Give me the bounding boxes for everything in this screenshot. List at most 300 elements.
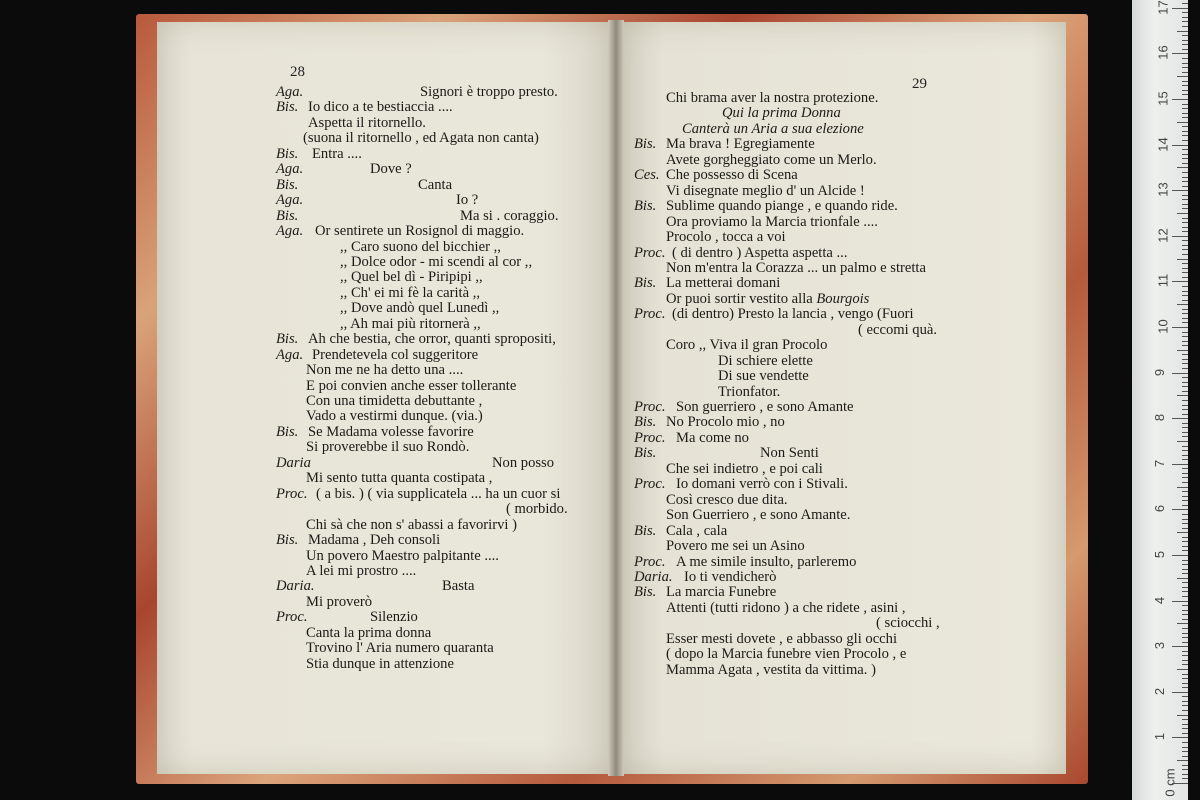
- text-line: [666, 229, 786, 245]
- text-line: [718, 368, 809, 384]
- ruler-tick: [1182, 231, 1188, 232]
- text-line: [684, 569, 776, 585]
- line-text: No Procolo mio , no: [666, 414, 785, 431]
- line-text: A lei mi prostro ....: [306, 562, 417, 579]
- text-line: [672, 245, 847, 261]
- ruler-tick: [1182, 774, 1188, 775]
- line-text: Mi proverò: [306, 593, 373, 610]
- ruler-tick: [1177, 213, 1188, 214]
- text-line: [340, 300, 499, 316]
- text-line: [340, 316, 481, 332]
- speaker-label: Proc.: [634, 399, 666, 415]
- ruler-tick: [1182, 587, 1188, 588]
- line-text: Vado a vestirmi dunque. (via.): [306, 408, 483, 425]
- text-line: [308, 424, 474, 440]
- ruler-tick: [1182, 126, 1188, 127]
- ruler-tick: [1172, 373, 1188, 374]
- line-text: Coro ,, Viva il gran Procolo: [666, 337, 828, 354]
- text-line: [666, 600, 906, 616]
- ruler-tick: [1182, 26, 1188, 27]
- speaker-label: Proc.: [276, 485, 308, 502]
- ruler-tick: [1182, 436, 1188, 437]
- line-text: ( sciocchi ,: [876, 615, 940, 632]
- line-text: Procolo , tocca a voi: [666, 229, 786, 246]
- text-line: [666, 584, 776, 600]
- ruler-tick: [1172, 646, 1188, 647]
- text-line: [442, 578, 474, 594]
- text-line: [666, 275, 780, 291]
- ruler-tick: [1182, 619, 1188, 620]
- text-line: [506, 501, 568, 517]
- ruler-tick: [1182, 674, 1188, 675]
- line-text: Canta: [418, 176, 453, 193]
- speaker-label: Bis.: [634, 414, 657, 431]
- ruler-tick: [1182, 446, 1188, 447]
- line-text: Se Madama volesse favorire: [308, 423, 474, 440]
- line-text: Si proverebbe il suo Rondò.: [306, 439, 470, 456]
- ruler-tick: [1182, 277, 1188, 278]
- text-line: [303, 130, 539, 146]
- text-line: [666, 538, 805, 554]
- ruler-tick: [1182, 208, 1188, 209]
- speaker-label: Bis.: [276, 207, 299, 224]
- ruler-tick: [1182, 21, 1188, 22]
- ruler-tick: [1182, 67, 1188, 68]
- line-text: ,, Quel bel dì - Piripipi ,,: [340, 269, 483, 286]
- speaker-label: Bis.: [276, 423, 299, 440]
- ruler-tick: [1182, 751, 1188, 752]
- ruler-tick: [1182, 427, 1188, 428]
- line-text: (di dentro) Presto la lancia , vengo (Fuori: [672, 306, 914, 323]
- ruler-tick: [1182, 423, 1188, 424]
- line-text: Madama , Deh consoli: [308, 532, 441, 549]
- text-line: [418, 177, 452, 193]
- ruler-tick: [1182, 569, 1188, 570]
- line-text: Non Senti: [760, 445, 819, 462]
- ruler-tick: [1172, 327, 1188, 328]
- line-text: Con una timidetta debuttante ,: [306, 393, 483, 409]
- line-text: Canta la prima donna: [306, 624, 432, 641]
- text-line: [666, 414, 785, 430]
- text-line: [460, 208, 559, 224]
- ruler-tick: [1182, 227, 1188, 228]
- line-text: Ah che bestia, che orror, quanti spropositi,: [308, 331, 556, 348]
- ruler-tick: [1177, 167, 1188, 168]
- text-line: [666, 90, 878, 106]
- ruler-tick: [1182, 683, 1188, 684]
- ruler-tick: [1182, 705, 1188, 706]
- ruler-tick: [1182, 710, 1188, 711]
- ruler-tick: [1182, 591, 1188, 592]
- text-line: [760, 445, 819, 461]
- speaker-label: Proc.: [276, 609, 308, 626]
- speaker-label: Ces.: [634, 167, 660, 184]
- ruler-tick: [1182, 3, 1188, 4]
- text-line: [676, 476, 848, 492]
- text-line: [666, 152, 877, 168]
- line-text: Ora proviamo la Marcia trionfale ....: [666, 213, 878, 230]
- speaker-label: Bis.: [634, 584, 657, 601]
- ruler-tick: [1182, 582, 1188, 583]
- text-line: [666, 523, 727, 539]
- ruler-tick: [1182, 140, 1188, 141]
- text-line: [666, 198, 898, 214]
- ruler-tick: [1182, 40, 1188, 41]
- line-text: Sublime quando piange , e quando ride.: [666, 198, 898, 215]
- ruler-label: 0 cm: [1162, 768, 1178, 797]
- ruler-tick: [1182, 696, 1188, 697]
- text-line: [308, 331, 556, 347]
- line-text: ( a bis. ) ( via supplicatela ... ha un cuor si: [316, 485, 561, 502]
- ruler-tick: [1182, 642, 1188, 643]
- ruler-tick: [1182, 163, 1188, 164]
- text-line: [306, 439, 469, 455]
- line-text: Io ti vendicherò: [684, 568, 777, 585]
- line-text: Dove ?: [370, 161, 412, 178]
- line-text: Così cresco due dita.: [666, 491, 788, 508]
- ruler-tick: [1182, 377, 1188, 378]
- line-text: Avete gorgheggiato come un Merlo.: [666, 151, 877, 168]
- ruler-tick: [1172, 53, 1188, 54]
- text-line: [666, 492, 788, 508]
- text-line: [308, 115, 426, 131]
- line-text: Che possesso di Scena: [666, 167, 798, 184]
- text-line: [306, 470, 492, 486]
- speaker-label: Proc.: [634, 429, 666, 446]
- text-line: [315, 223, 524, 239]
- ruler-tick: [1182, 450, 1188, 451]
- ruler-tick: [1177, 715, 1188, 716]
- ruler-tick: [1182, 560, 1188, 561]
- ruler-tick: [1182, 90, 1188, 91]
- ruler-tick: [1182, 528, 1188, 529]
- ruler-tick: [1182, 222, 1188, 223]
- page-number-right: 29: [912, 76, 927, 92]
- ruler-tick: [1182, 332, 1188, 333]
- ruler-tick: [1182, 149, 1188, 150]
- text-line: [666, 214, 878, 230]
- ruler-tick: [1182, 382, 1188, 383]
- line-text: ,, Dolce odor - mi scendi al cor ,,: [340, 253, 533, 270]
- text-line: [370, 161, 412, 177]
- ruler-tick: [1182, 756, 1188, 757]
- ruler-tick: [1182, 386, 1188, 387]
- ruler-tick: [1182, 113, 1188, 114]
- ruler-tick: [1182, 204, 1188, 205]
- line-text: Stia dunque in attenzione: [306, 655, 454, 672]
- line-tail: Bourgois: [816, 290, 870, 307]
- ruler-tick: [1182, 550, 1188, 551]
- text-line: [420, 84, 558, 100]
- ruler-tick: [1182, 719, 1188, 720]
- line-text: Ma come no: [676, 429, 749, 446]
- line-text: Ma brava ! Egregiamente: [666, 136, 815, 153]
- ruler-tick: [1182, 769, 1188, 770]
- ruler-tick: [1182, 199, 1188, 200]
- text-line: [676, 430, 749, 446]
- ruler-tick: [1182, 514, 1188, 515]
- text-line: [676, 554, 856, 570]
- ruler-tick: [1182, 63, 1188, 64]
- ruler-tick: [1172, 464, 1188, 465]
- line-text: (suona il ritornello , ed Agata non canta): [303, 130, 539, 147]
- line-text: Di sue vendette: [718, 368, 809, 385]
- ruler-label: 17: [1155, 0, 1171, 15]
- ruler-tick: [1177, 31, 1188, 32]
- line-text: ( dopo la Marcia funebre vien Procolo , e: [666, 646, 907, 663]
- ruler-tick: [1182, 117, 1188, 118]
- ruler-tick: [1182, 546, 1188, 547]
- ruler-label: 2: [1152, 687, 1168, 695]
- ruler-tick: [1182, 432, 1188, 433]
- ruler-tick: [1172, 99, 1188, 100]
- ruler-tick: [1182, 409, 1188, 410]
- ruler-tick: [1182, 459, 1188, 460]
- line-text: Canterà un Aria a sua elezione: [682, 120, 864, 137]
- speaker-label: Aga.: [276, 192, 304, 209]
- ruler-tick: [1172, 601, 1188, 602]
- line-text: Non posso: [492, 454, 555, 471]
- ruler-tick: [1182, 322, 1188, 323]
- line-text: Cala , cala: [666, 522, 728, 539]
- text-line: [370, 609, 418, 625]
- ruler-tick: [1182, 359, 1188, 360]
- ruler-tick: [1182, 286, 1188, 287]
- ruler-tick: [1182, 637, 1188, 638]
- ruler-tick: [1177, 669, 1188, 670]
- line-text: ,, Caro suono del bicchier ,,: [340, 238, 501, 255]
- ruler-tick: [1182, 154, 1188, 155]
- ruler-tick: [1182, 733, 1188, 734]
- line-text: ( di dentro ) Aspetta aspetta ...: [672, 244, 848, 261]
- ruler-tick: [1182, 108, 1188, 109]
- text-line: [666, 183, 865, 199]
- ruler-tick: [1182, 414, 1188, 415]
- ruler-tick: [1182, 765, 1188, 766]
- ruler-tick: [1177, 623, 1188, 624]
- line-text: Un povero Maestro palpitante ....: [306, 547, 499, 564]
- ruler-tick: [1182, 272, 1188, 273]
- ruler-tick: [1172, 8, 1188, 9]
- speaker-label: Bis.: [276, 176, 299, 193]
- speaker-label: Aga.: [276, 84, 304, 100]
- ruler-tick: [1182, 254, 1188, 255]
- line-text: Chi sà che non s' abassi a favorirvi ): [306, 516, 517, 533]
- ruler-tick: [1182, 473, 1188, 474]
- page-number-left: 28: [290, 64, 305, 80]
- ruler-tick: [1177, 350, 1188, 351]
- ruler-tick: [1182, 728, 1188, 729]
- ruler-tick: [1182, 44, 1188, 45]
- line-text: Che sei indietro , e poi cali: [666, 460, 823, 477]
- ruler-tick: [1182, 218, 1188, 219]
- ruler-tick: [1182, 455, 1188, 456]
- text-line: [306, 563, 416, 579]
- ruler-tick: [1182, 519, 1188, 520]
- text-line: [492, 455, 554, 471]
- ruler-tick: [1182, 341, 1188, 342]
- text-line: [666, 260, 926, 276]
- line-text: E poi convien anche esser tollerante: [306, 377, 517, 394]
- ruler-tick: [1172, 190, 1188, 191]
- text-line: [858, 322, 937, 338]
- speaker-label: Bis.: [634, 522, 657, 539]
- ruler-tick: [1182, 537, 1188, 538]
- ruler-tick: [1182, 651, 1188, 652]
- ruler-tick: [1182, 664, 1188, 665]
- line-text: Or puoi sortir vestito alla: [666, 290, 817, 307]
- measuring-ruler: [1132, 0, 1188, 800]
- ruler-tick: [1172, 555, 1188, 556]
- ruler-tick: [1177, 760, 1188, 761]
- ruler-tick: [1182, 724, 1188, 725]
- speaker-label: Aga.: [276, 346, 304, 363]
- ruler-tick: [1182, 628, 1188, 629]
- ruler-tick: [1177, 532, 1188, 533]
- text-line: [306, 594, 372, 610]
- ruler-tick: [1182, 523, 1188, 524]
- ruler-tick: [1182, 742, 1188, 743]
- ruler-label: 11: [1155, 274, 1171, 288]
- ruler-tick: [1177, 76, 1188, 77]
- text-line: [306, 517, 517, 533]
- text-line: [306, 640, 494, 656]
- ruler-label: 5: [1152, 550, 1168, 559]
- ruler-tick: [1182, 405, 1188, 406]
- ruler-tick: [1182, 195, 1188, 196]
- line-text: Aspetta il ritornello.: [308, 114, 426, 131]
- speaker-label: Bis.: [276, 331, 299, 348]
- line-text: Io ?: [456, 192, 479, 209]
- text-line: [306, 656, 454, 672]
- ruler-tick: [1182, 605, 1188, 606]
- ruler-label: 14: [1155, 136, 1171, 152]
- ruler-tick: [1177, 259, 1188, 260]
- text-line: [666, 461, 823, 477]
- ruler-tick: [1182, 610, 1188, 611]
- line-text: Non m'entra la Corazza ... un palmo e stretta: [666, 259, 926, 276]
- line-text: La metterai domani: [666, 275, 781, 292]
- line-text: A me simile insulto, parleremo: [676, 553, 857, 570]
- line-text: Signori è troppo presto.: [420, 84, 558, 100]
- ruler-tick: [1182, 354, 1188, 355]
- ruler-tick: [1182, 660, 1188, 661]
- ruler-tick: [1182, 596, 1188, 597]
- ruler-tick: [1177, 487, 1188, 488]
- line-text: Io dico a te bestiaccia ....: [308, 99, 453, 116]
- speaker-label: Bis.: [634, 198, 657, 215]
- text-line: [666, 631, 897, 647]
- text-line: [666, 291, 869, 307]
- speaker-label: Daria.: [276, 578, 315, 595]
- ruler-tick: [1182, 482, 1188, 483]
- speaker-label: Daria: [276, 454, 311, 471]
- speaker-label: Bis.: [634, 136, 657, 153]
- text-line: [340, 269, 483, 285]
- text-line: [666, 167, 798, 183]
- book-gutter: [608, 20, 624, 776]
- text-line: [340, 239, 501, 255]
- ruler-tick: [1182, 295, 1188, 296]
- line-text: Mamma Agata , vestita da vittima. ): [666, 661, 876, 678]
- line-text: Basta: [442, 578, 475, 595]
- ruler-tick: [1182, 400, 1188, 401]
- ruler-tick: [1182, 177, 1188, 178]
- ruler-tick: [1182, 17, 1188, 18]
- ruler-label: 4: [1152, 596, 1168, 604]
- line-text: Di schiere elette: [718, 352, 813, 369]
- ruler-tick: [1172, 692, 1188, 693]
- ruler-tick: [1182, 678, 1188, 679]
- ruler-tick: [1182, 249, 1188, 250]
- speaker-label: Proc.: [634, 306, 666, 323]
- text-line: [682, 121, 864, 137]
- speaker-label: Proc.: [634, 476, 666, 493]
- ruler-tick: [1182, 477, 1188, 478]
- line-text: Ma si . coraggio.: [460, 207, 559, 224]
- speaker-label: Daria.: [634, 568, 673, 585]
- ruler-tick: [1182, 135, 1188, 136]
- line-text: ( morbido.: [506, 501, 568, 518]
- ruler-tick: [1182, 49, 1188, 50]
- ruler-tick: [1182, 35, 1188, 36]
- ruler-tick: [1182, 391, 1188, 392]
- line-text: Silenzio: [370, 609, 418, 626]
- text-line: [666, 662, 876, 678]
- speaker-label: Proc.: [634, 553, 666, 570]
- speaker-label: Aga.: [276, 161, 304, 178]
- text-line: [666, 646, 906, 662]
- speaker-label: Bis.: [276, 145, 299, 162]
- ruler-tick: [1182, 336, 1188, 337]
- ruler-tick: [1182, 72, 1188, 73]
- ruler-label: 15: [1155, 91, 1171, 106]
- ruler-tick: [1172, 236, 1188, 237]
- ruler-tick: [1177, 304, 1188, 305]
- speaker-label: Bis.: [634, 275, 657, 292]
- ruler-tick: [1182, 564, 1188, 565]
- line-text: ,, Ch' ei mi fè la carità ,,: [340, 284, 481, 301]
- ruler-tick: [1172, 418, 1188, 419]
- ruler-label: 10: [1155, 319, 1171, 334]
- ruler-tick: [1177, 122, 1188, 123]
- ruler-tick: [1182, 172, 1188, 173]
- speaker-label: Proc.: [634, 244, 666, 261]
- text-line: [306, 393, 482, 409]
- ruler-tick: [1182, 496, 1188, 497]
- line-text: Chi brama aver la nostra protezione.: [666, 90, 879, 106]
- line-text: Non me ne ha detto una ....: [306, 362, 464, 379]
- ruler-label: 6: [1152, 505, 1168, 513]
- text-line: [666, 337, 827, 353]
- text-line: [672, 306, 914, 322]
- ruler-tick: [1182, 158, 1188, 159]
- ruler-label: 3: [1152, 642, 1168, 650]
- line-text: ,, Dove andò quel Lunedì ,,: [340, 300, 500, 317]
- ruler-tick: [1182, 268, 1188, 269]
- line-text: ( eccomi quà.: [858, 321, 938, 338]
- ruler-tick: [1182, 778, 1188, 779]
- ruler-tick: [1182, 318, 1188, 319]
- ruler-tick: [1182, 614, 1188, 615]
- text-line: [718, 384, 780, 400]
- ruler-tick: [1182, 245, 1188, 246]
- line-text: Trionfator.: [718, 383, 781, 400]
- ruler-tick: [1177, 441, 1188, 442]
- ruler-tick: [1182, 491, 1188, 492]
- ruler-tick: [1172, 145, 1188, 146]
- ruler-tick: [1182, 131, 1188, 132]
